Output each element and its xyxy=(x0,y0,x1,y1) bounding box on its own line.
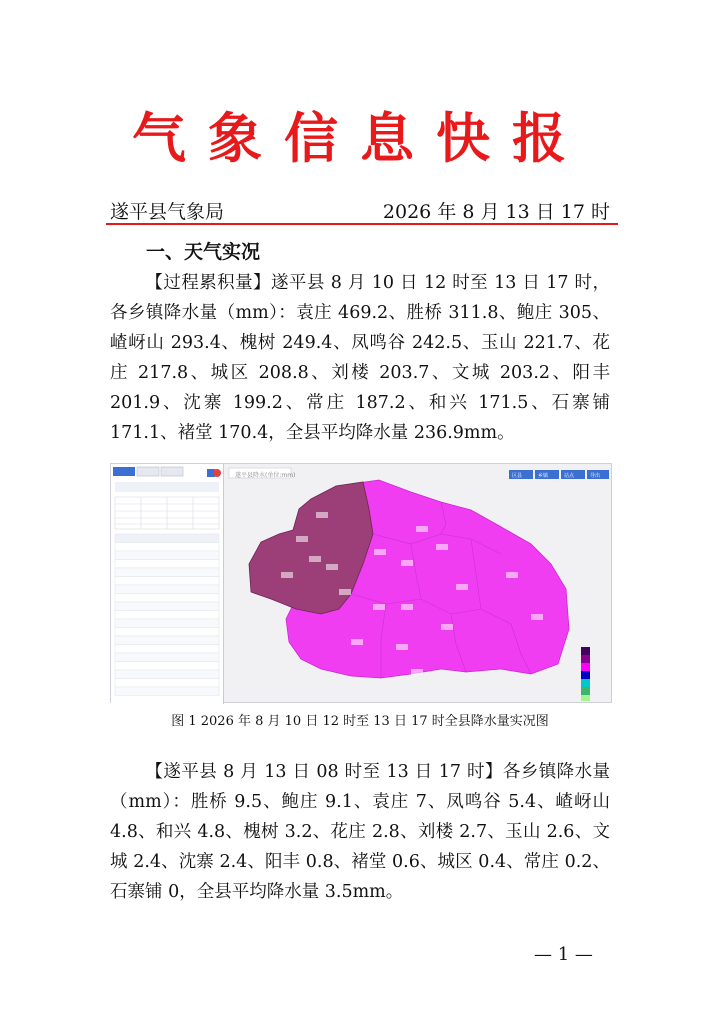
toolbar-button-4-label: 导出 xyxy=(590,473,601,479)
station-marker xyxy=(411,669,423,675)
legend-color-6 xyxy=(581,687,590,695)
station-marker xyxy=(374,549,386,555)
station-marker xyxy=(396,644,408,650)
page-number: — 1 — xyxy=(534,944,593,965)
legend-color-5 xyxy=(581,679,590,687)
legend-color-2 xyxy=(581,655,590,663)
station-marker xyxy=(326,564,338,570)
masthead-title: 气象信息快报 xyxy=(132,106,588,170)
station-marker xyxy=(339,589,351,595)
station-marker xyxy=(441,624,453,630)
station-marker xyxy=(373,604,385,610)
map-toolbar-buttons xyxy=(509,470,609,479)
station-marker xyxy=(281,572,293,578)
toolbar-button-2-label: 乡镇 xyxy=(538,473,549,479)
station-marker xyxy=(296,536,308,542)
rainfall-map-figure xyxy=(110,463,612,703)
issue-datetime: 2026 年 8 月 13 日 17 时 xyxy=(382,201,610,223)
legend-color-4 xyxy=(581,671,590,679)
map-legend xyxy=(581,647,590,701)
paragraph-text: 各乡镇降水量（mm）：胜桥 9.5、鲍庄 9.1、袁庄 7、凤鸣谷 5.4、嵖岈山 4.8、和兴 4.8、槐树 3.2、花庄 2.8、刘楼 2.7、玉山 2.6、文城 2.4、沈寨 2.4、阳丰 0.8、褚堂 0.6、城区 0.4、常庄 0.2、石寨铺 0，全县平均降水量 3.5mm。 xyxy=(110,762,611,902)
header-rule xyxy=(106,223,618,225)
paragraph-text: 遂平县 8 月 10 日 12 时至 13 日 17 时，各乡镇降水量（mm）：袁庄 469.2、胜桥 311.8、鲍庄 305、嵖岈山 293.4、槐树 249.4、凤鸣谷 242.5、玉山 221.7、花庄 217.8、城区 208.8、刘楼 203.7、文城 203.2、阳丰 201.9、沈寨 199.2、常庄 187.2、和兴 171.5、石寨铺 171.1、褚堂 170.4，全县平均降水量 236.9mm。 xyxy=(110,273,610,443)
station-marker xyxy=(436,544,448,550)
station-marker xyxy=(401,560,413,566)
station-marker xyxy=(316,512,328,518)
station-marker xyxy=(506,572,518,578)
paragraph-tag: 【过程累积量】 xyxy=(145,273,271,293)
header-meta xyxy=(110,197,610,223)
paragraph-accumulated xyxy=(110,268,610,448)
toolbar-button-3-label: 站点 xyxy=(564,473,575,479)
paragraph-tag: 【遂平县 8 月 13 日 08 时至 13 日 17 时】 xyxy=(145,762,503,782)
toolbar-button-1-label: 区县 xyxy=(512,473,523,479)
rainfall-map xyxy=(111,464,611,702)
station-marker xyxy=(456,584,468,590)
station-marker xyxy=(401,604,413,610)
close-icon[interactable] xyxy=(213,469,221,477)
station-marker xyxy=(351,639,363,645)
legend-color-1 xyxy=(581,647,590,655)
section-heading: 一、天气实况 xyxy=(146,241,261,263)
figure-caption: 图 1 2026 年 8 月 10 日 12 时至 13 日 17 时全县降水量实况图 xyxy=(171,714,549,729)
legend-color-7 xyxy=(581,695,590,701)
station-marker xyxy=(531,614,543,620)
issuing-bureau: 遂平县气象局 xyxy=(110,201,225,223)
station-marker xyxy=(416,526,428,532)
station-marker xyxy=(309,556,321,562)
legend-color-3 xyxy=(581,663,590,671)
paragraph-daily xyxy=(110,757,610,907)
map-title: 遂平县降水(单位:mm) xyxy=(235,472,296,479)
